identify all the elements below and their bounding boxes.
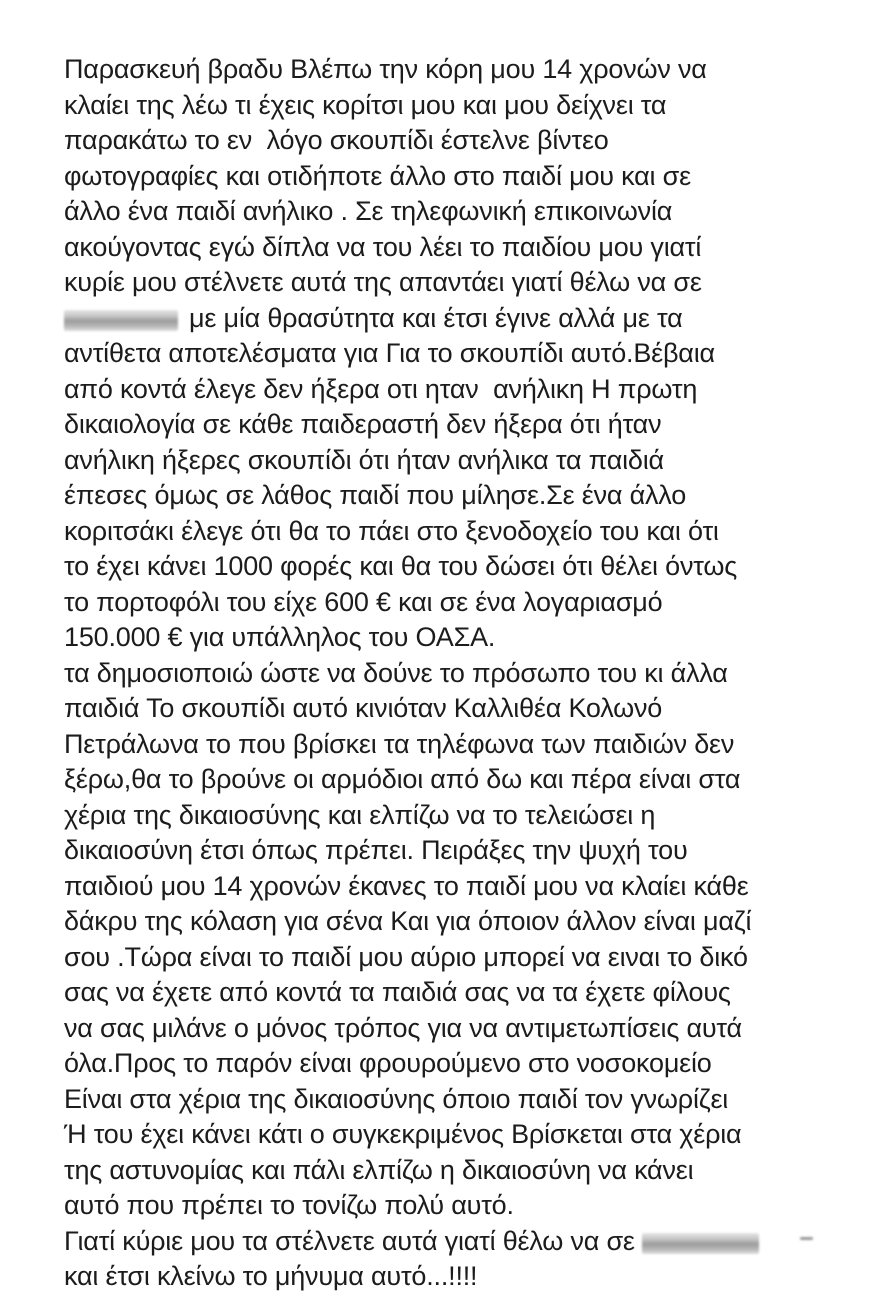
- text-line: σας να έχετε από κοντά τα παιδιά σας να τα έχετε φίλους: [64, 977, 731, 1007]
- text-line: ακούγοντας εγώ δίπλα να του λέει το παιδίου μου γιατί: [64, 231, 702, 262]
- text-line: Παρασκευή βραδυ Βλέπω την κόρη μου 14 χρονών να: [64, 54, 707, 84]
- text-line: παιδιού μου 14 χρονών έκανες το παιδί μου να κλαίει κάθε: [64, 870, 749, 901]
- text-line: [64, 1224, 864, 1260]
- text-line: Είναι στα χέρια της δικαιοσύνης όποιο παιδί τον γνωρίζει: [64, 1083, 729, 1114]
- text-line: το πορτοφόλι του είχε 600 € και σε ένα λογαριασμό: [64, 586, 663, 617]
- text-line: παρακάτω το εν λόγο σκουπίδι έστελνε βίντεο: [64, 125, 609, 155]
- text-line: κυρίε μου στέλνετε αυτά της απαντάει γιατί θέλω να σε: [64, 267, 702, 297]
- text-line: δικαιολογία σε κάθε παιδεραστή δεν ήξερα ότι ήταν: [64, 409, 662, 439]
- text-line: 150.000 € για υπάλληλος του ΟΑΣΑ.: [64, 622, 496, 652]
- text-line-content: Γιατί κύριε μου τα στέλνετε αυτά γιατί θέλω να σε: [64, 1225, 635, 1256]
- text-line: χέρια της δικαιοσύνης και ελπίζω να το τελειώσει η: [64, 799, 656, 830]
- text-line: δικαιοσύνη έτσι όπως πρέπει. Πειράξες την ψυχή του: [64, 835, 688, 865]
- text-line: αυτό που πρέπει το τονίζω πολύ αυτό.: [64, 1190, 514, 1220]
- text-line: το έχει κάνει 1000 φορές και θα του δώσει ότι θέλει όντως: [64, 551, 738, 581]
- text-line-content: με μία θρασύτητα και έτσι έγινε αλλά με τα: [189, 302, 683, 333]
- text-line: όλα.Προς το παρόν είναι φρουρούμενο στο νοσοκομείο: [64, 1048, 712, 1078]
- text-line: [64, 301, 864, 337]
- redaction-bar: [64, 310, 178, 331]
- text-line: και έτσι κλείνω το μήνυμα αυτό...!!!!: [64, 1261, 478, 1291]
- redaction-bar: [642, 1233, 759, 1254]
- text-line: δάκρυ της κόλαση για σένα Και για όποιον άλλον είναι μαζί: [64, 906, 752, 936]
- text-line: τα δημοσιοποιώ ώστε να δούνε το πρόσωπο του κι άλλα: [64, 657, 728, 688]
- text-line: παιδιά Το σκουπίδι αυτό κινιόταν Καλλιθέα Κολωνό: [64, 693, 663, 723]
- text-line: κοριτσάκι έλεγε ότι θα το πάει στο ξενοδοχείο του και ότι: [64, 515, 719, 546]
- text-line: Πετράλωνα το που βρίσκει τα τηλέφωνα των παιδιών δεν: [64, 728, 735, 759]
- text-line: κλαίει της λέω τι έχεις κορίτσι μου και μου δείχνει τα: [64, 89, 667, 120]
- text-line: άλλο ένα παιδί ανήλικο . Σε τηλεφωνική επικοινωνία: [64, 196, 673, 226]
- text-line: ανήλικη ήξερες σκουπίδι ότι ήταν ανήλικα τα παιδιά: [64, 444, 664, 475]
- text-line: ξέρω,θα το βρούνε οι αρμόδιοι από δω και πέρα είναι στα: [64, 764, 741, 794]
- smudge-mark: [800, 1237, 813, 1240]
- text-line: φωτογραφίες και οτιδήποτε άλλο στο παιδί μου και σε: [64, 160, 691, 191]
- text-line: έπεσες όμως σε λάθος παιδί που μίλησε.Σε ένα άλλο: [64, 480, 687, 510]
- text-line: σου .Τώρα είναι το παιδί μου αύριο μπορεί να ειναι το δικό: [64, 941, 748, 972]
- text-line: Ή του έχει κάνει κάτι ο συγκεκριμένος Βρίσκεται στα χέρια: [64, 1119, 742, 1149]
- text-line: αντίθετα αποτελέσματα για Για το σκουπίδι αυτό.Βέβαια: [64, 338, 715, 368]
- text-line: να σας μιλάνε ο μόνος τρόπος για να αντιμετωπίσεις αυτά: [64, 1012, 742, 1043]
- post-body: [64, 52, 864, 1295]
- text-line: από κοντά έλεγε δεν ήξερα οτι ηταν ανήλικη Η πρωτη: [64, 373, 698, 404]
- text-line: της αστυνομίας και πάλι ελπίζω η δικαιοσύνη να κάνει: [64, 1154, 694, 1185]
